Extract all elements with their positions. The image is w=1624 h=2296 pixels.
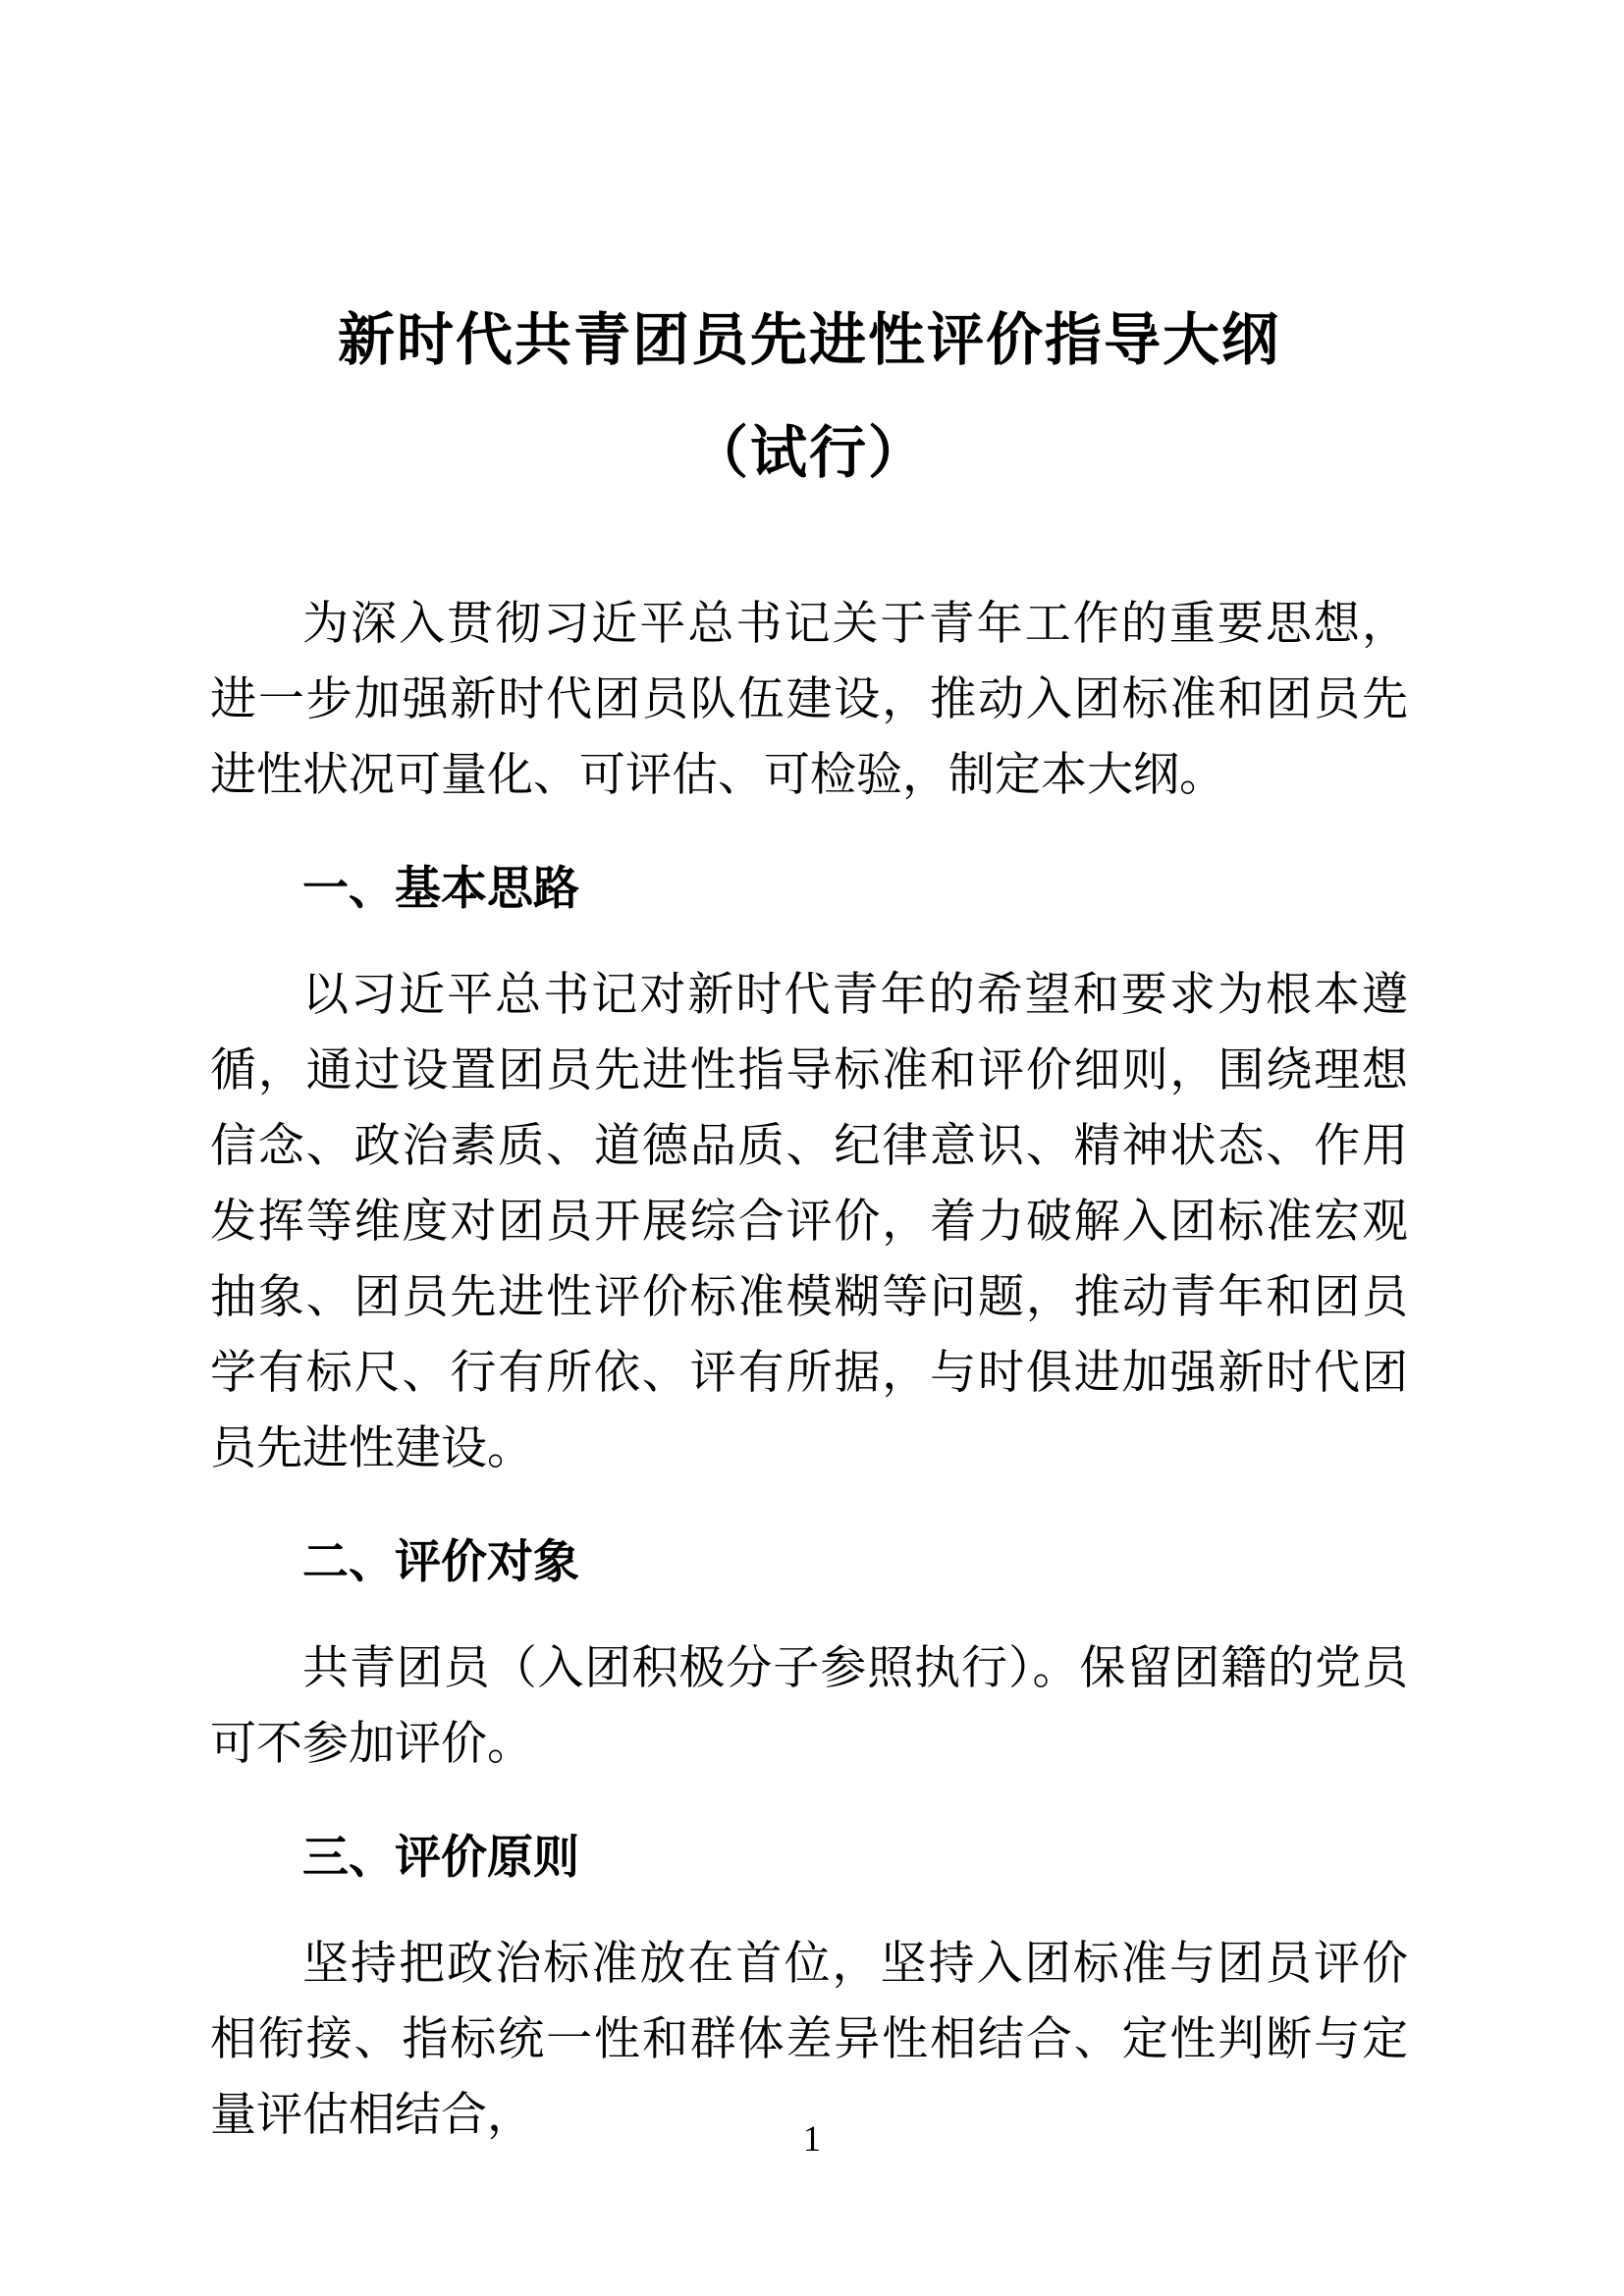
section-heading-evaluation-principles: 三、评价原则 [302, 1831, 579, 1883]
page-title: 新时代共青团员先进性评价指导大纲 [337, 308, 1280, 372]
page-subtitle: （试行） [690, 421, 927, 485]
page-number: 1 [802, 2119, 822, 2160]
section-heading-basic-approach: 一、基本思路 [302, 862, 579, 914]
paragraph-basic-approach: 以习近平总书记对新时代青年的希望和要求为根本遵循，通过设置团员先进性指导标准和评价细则，围绕理想信念、政治素质、道德品质、纪律意识、精神状态、作用发挥等维度对团员开展综合评价，着力破解入团标准宏观抽象、团员先进性评价标准模糊等问题，推动青年和团员学有标尺、行有所依、评有所据，与时俱进加强新时代团员先进性建设。 [210, 970, 1408, 1474]
paragraph-evaluation-principles: 坚持把政治标准放在首位，坚持入团标准与团员评价相衔接、指标统一性和群体差异性相结合、定性判断与定量评估相结合， [210, 1939, 1408, 2141]
section-heading-evaluation-target: 二、评价对象 [302, 1535, 579, 1587]
paragraph-intro: 为深入贯彻习近平总书记关于青年工作的重要思想，进一步加强新时代团员队伍建设，推动入团标准和团员先进性状况可量化、可评估、可检验，制定本大纲。 [210, 599, 1408, 801]
paragraph-evaluation-target: 共青团员（入团积极分子参照执行）。保留团籍的党员可不参加评价。 [210, 1643, 1408, 1770]
document-content [210, 0, 1408, 2154]
